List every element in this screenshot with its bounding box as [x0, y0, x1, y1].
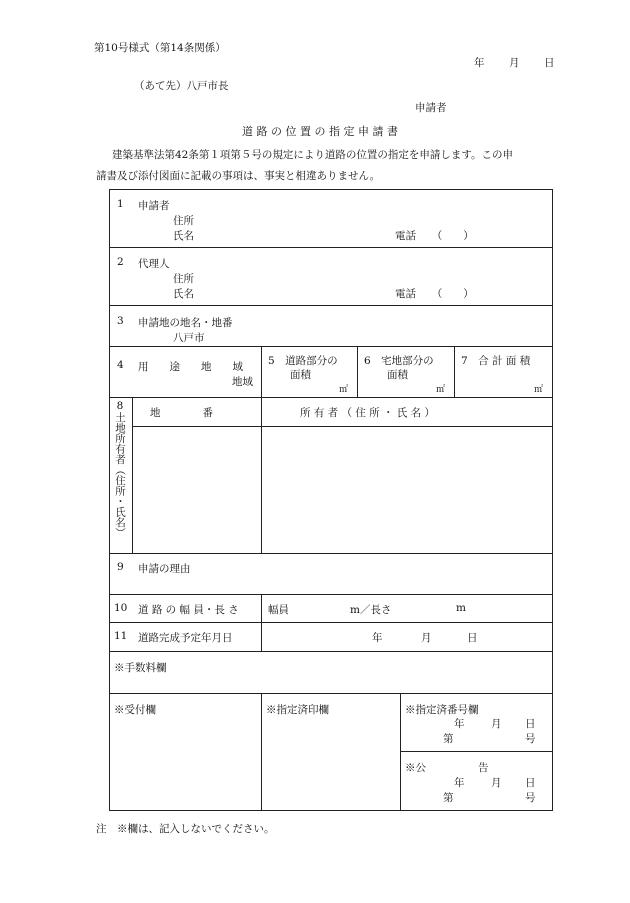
row1-name-label: 氏名 — [173, 230, 194, 242]
col5-label-line2: 面積 — [290, 369, 311, 381]
applicant-label: 申請者 — [415, 102, 447, 114]
row3-city: 八戸市 — [173, 332, 205, 344]
notice-year: 年 — [454, 777, 465, 789]
notice-label: ※公 — [405, 762, 426, 774]
col7-unit: ㎡ — [534, 385, 544, 395]
col5-unit: ㎡ — [339, 385, 349, 395]
footnote: 注 ※欄は、記入しないでください。 — [96, 823, 275, 835]
row2-phone-label: 電話 （ ） — [395, 288, 474, 300]
intro-line-2: 請書及び添付図面に記載の事項は、事実と相違ありません。 — [96, 170, 381, 182]
date-day-label: 日 — [544, 57, 555, 69]
row10-length-unit: m — [456, 602, 466, 614]
row8-vertical-label: 8土地所有者（住所・氏名） — [114, 400, 126, 538]
designation-year: 年 — [454, 718, 465, 730]
row11-month: 月 — [421, 632, 432, 644]
date-month-label: 月 — [509, 57, 520, 69]
row1-address-label: 住所 — [173, 215, 194, 227]
notice-dai: 第 — [443, 792, 454, 804]
row2-name-label: 氏名 — [173, 288, 194, 300]
col6-unit: ㎡ — [436, 385, 446, 395]
designation-day: 日 — [525, 718, 536, 730]
reception-label: ※受付欄 — [114, 704, 156, 716]
designation-dai: 第 — [443, 733, 454, 745]
row11-day: 日 — [467, 632, 478, 644]
row10-label: 道 路 の 幅 員・長 さ — [138, 604, 239, 616]
notice-month: 月 — [491, 777, 502, 789]
form-number: 第10号様式（第14条関係） — [94, 42, 226, 54]
row10-width-label: 幅員 — [268, 604, 289, 616]
row8-owner-header: 所 有 者 （ 住 所 ・ 氏 名 ） — [300, 407, 436, 419]
row4-label: 用 途 地 域 — [138, 361, 243, 373]
row1-number: 1 — [117, 198, 124, 210]
date-year-label: 年 — [474, 57, 485, 69]
page-title: 道 路 の 位 置 の 指 定 申 請 書 — [242, 125, 398, 138]
row11-year: 年 — [372, 632, 383, 644]
row2-address-label: 住所 — [173, 273, 194, 285]
seal-label: ※指定済印欄 — [266, 704, 329, 716]
notice-go: 号 — [525, 792, 536, 804]
notice-day: 日 — [525, 777, 536, 789]
row11-label: 道路完成予定年月日 — [138, 632, 233, 644]
row9-number: 9 — [117, 561, 124, 573]
row9-label: 申請の理由 — [138, 563, 191, 575]
designation-go: 号 — [525, 733, 536, 745]
designation-month: 月 — [491, 718, 502, 730]
row2-label: 代理人 — [138, 258, 170, 270]
row1-phone-label: 電話 （ ） — [395, 230, 474, 242]
col6-label-line1: 6 宅地部分の — [364, 355, 434, 367]
row2-number: 2 — [117, 256, 124, 268]
notice-label-2: 告 — [478, 762, 489, 774]
row1-label: 申請者 — [138, 200, 170, 212]
col5-label-line1: 5 道路部分の — [268, 355, 338, 367]
addressee: （あて先）八戸市長 — [134, 80, 229, 92]
row11-number: 11 — [114, 630, 128, 642]
row4-number: 4 — [117, 359, 124, 371]
row3-label: 申請地の地名・地番 — [138, 317, 233, 329]
row8-lot-header: 地 番 — [150, 407, 213, 419]
fee-label: ※手数料欄 — [114, 662, 167, 674]
intro-line-1: 建築基準法第42条第１項第５号の規定により道路の位置の指定を申請します。この申 — [112, 149, 514, 161]
row10-number: 10 — [114, 602, 128, 614]
col7-label: 7 合 計 面 積 — [461, 355, 531, 367]
designation-label: ※指定済番号欄 — [405, 704, 479, 716]
row10-width-unit: m／長さ — [350, 604, 392, 616]
row3-number: 3 — [117, 315, 124, 327]
row4-suffix: 地域 — [232, 376, 253, 388]
col6-label-line2: 面積 — [387, 369, 408, 381]
